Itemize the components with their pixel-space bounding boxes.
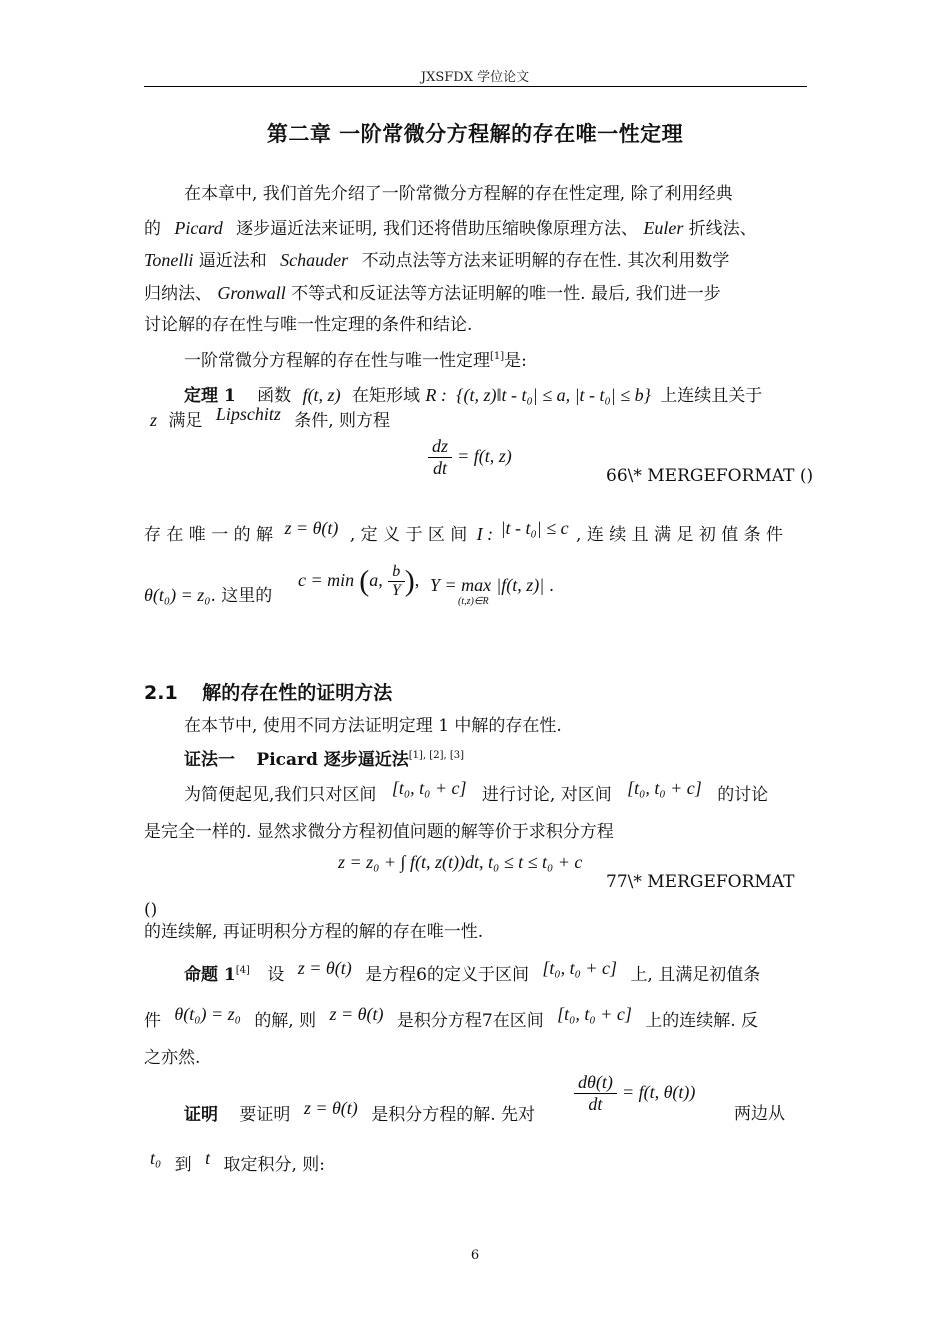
proof-method-name: Picard 逐步逼近法 <box>256 750 409 770</box>
citation: [4] <box>235 965 250 976</box>
math-Y-definition <box>430 575 554 596</box>
equation-7: z = z₀ + ∫ f(t, z(t))dt, t₀ ≤ t ≤ t₀ + c <box>338 852 583 872</box>
text-span: 是积分方程的解. 先对 <box>371 1105 536 1125</box>
theorem-line-2 <box>150 404 391 432</box>
fraction-dtheta-dt: $\frac{d\theta(t)}{dt}$ <box>574 1072 617 1115</box>
body-line-3: 是完全一样的. 显然求微分方程初值问题的解等价于求积分方程 <box>144 822 614 842</box>
section-title: 解的存在性的证明方法 <box>202 682 393 704</box>
proof-label: 证明 <box>184 1105 218 1125</box>
math-derivative-equation <box>574 1072 695 1115</box>
equation-7-number: 77\* MERGEFORMAT <box>606 872 795 892</box>
proposition-line-2 <box>144 1004 759 1032</box>
math-initial-condition: θ(t₀) = z₀ <box>174 1004 241 1024</box>
math-c-min: c = min <box>298 570 355 590</box>
theorem-line-4 <box>144 585 272 607</box>
page-number: 6 <box>470 1248 480 1263</box>
max-subscript: (t,z)∈R <box>458 596 489 607</box>
math-solution: z = θ(t) <box>329 1004 384 1024</box>
schauder-term: Schauder <box>280 250 349 270</box>
math-z: z <box>150 410 158 430</box>
text-span: 取定积分, 则: <box>223 1155 326 1175</box>
math-f-tz: f(t, z) <box>302 385 341 405</box>
math-interval: [t₀, t₀ + c] <box>557 1004 632 1024</box>
period: . <box>549 575 554 595</box>
math-t: t <box>205 1148 211 1168</box>
text-span: 进行讨论, 对区间 <box>481 785 612 805</box>
math-solution: z = θ(t) <box>303 1098 358 1118</box>
text-span: 不等式和反证法等方法证明解的唯一性. 最后, 我们进一步 <box>291 284 721 304</box>
intro-line-3 <box>144 250 729 272</box>
text-span: 要证明 <box>239 1105 291 1125</box>
math-rhs: = f(t, θ(t)) <box>621 1082 696 1102</box>
text-span: 件 <box>144 1011 161 1031</box>
citation: [1], [2], [3] <box>408 750 464 761</box>
proof-label: 证法一 <box>184 750 235 770</box>
intro-line-4 <box>144 283 721 305</box>
text-span: . 这里的 <box>210 586 273 606</box>
text-span: 函数 <box>257 386 292 406</box>
fraction-b-Y: $\frac{b}{Y}$ <box>388 563 405 600</box>
text-span: 设 <box>267 965 285 985</box>
text-span: 的 <box>144 219 161 239</box>
math-Y-max: Y = max <box>430 575 492 595</box>
text-span: 不动点法等方法来证明解的存在性. 其次利用数学 <box>361 251 730 271</box>
math-interval: [t₀, t₀ + c] <box>542 958 618 978</box>
gronwall-term: Gronwall <box>217 283 286 303</box>
body-line-2 <box>184 778 769 806</box>
text-span: 上, 且满足初值条 <box>630 965 761 985</box>
intro-line-6 <box>184 346 527 372</box>
math-interval: [t₀, t₀ + c] <box>391 778 467 798</box>
math-solution: z = θ(t) <box>284 518 339 538</box>
section-number: 2.1 <box>144 682 178 704</box>
euler-term: Euler <box>643 218 684 238</box>
proof-line-2 <box>150 1148 326 1176</box>
math-abs-f: |f(t, z)| <box>496 575 545 595</box>
equation-6: $\frac{dz}{dt}$ = f(t, z) <box>428 436 512 479</box>
text-span: 一阶常微分方程解的存在性与唯一性定理 <box>184 351 490 371</box>
text-span: 上连续且关于 <box>660 386 763 406</box>
theorem-label: 定理 1 <box>184 386 236 406</box>
equation-7-number-cont: () <box>144 900 158 920</box>
text-span: 逼近法和 <box>198 251 267 271</box>
proof-method-1-heading <box>184 745 464 771</box>
math-c-definition: c = min (a, $\frac{b}{Y}$ ), <box>298 563 420 599</box>
proof-line-1-end: 两边从 <box>734 1104 785 1124</box>
math-interval: [t₀, t₀ + c] <box>627 778 702 798</box>
proof-line-1 <box>184 1098 536 1126</box>
intro-line-5: 讨论解的存在性与唯一性定理的条件和结论. <box>144 315 473 335</box>
tonelli-term: Tonelli <box>144 250 194 270</box>
math-I: I : <box>476 524 494 544</box>
intro-line-2 <box>144 218 757 240</box>
text-span: 是积分方程7在区间 <box>396 1011 544 1031</box>
header-rule <box>144 86 807 87</box>
text-span: 逐步逼近法来证明, 我们还将借助压缩映像原理方法、 <box>236 219 638 239</box>
running-header: JXSFDX 学位论文 <box>420 70 530 85</box>
text-span: , 连 续 且 满 足 初 值 条 件 <box>576 525 784 545</box>
theorem-line-3 <box>144 518 784 546</box>
text-span: 的解, 则 <box>254 1011 317 1031</box>
text-span: 折线法、 <box>688 219 757 239</box>
text-span: 存 在 唯 一 的 解 <box>144 525 274 545</box>
body-line-4: 的连续解, 再证明积分方程的解的存在唯一性. <box>144 922 484 942</box>
math-t0: t₀ <box>150 1148 162 1168</box>
lipschitz-term: Lipschitz <box>215 404 281 424</box>
body-line-1: 在本节中, 使用不同方法证明定理 1 中解的存在性. <box>184 716 562 736</box>
intro-line-1: 在本章中, 我们首先介绍了一阶常微分方程解的存在性定理, 除了利用经典 <box>184 184 733 204</box>
math-rectangle: {(t, z)‖t - t₀| ≤ a, |t - t₀| ≤ b} <box>456 385 651 405</box>
chapter-title: 第二章 一阶常微分方程解的存在唯一性定理 <box>266 122 684 146</box>
equation-6-number: 66\* MERGEFORMAT () <box>606 466 814 486</box>
text-span: 在矩形域 <box>351 386 420 406</box>
math-initial-condition: θ(t₀) = z₀ <box>144 585 211 605</box>
text-span: 是方程6的定义于区间 <box>365 965 529 985</box>
section-heading <box>144 678 392 705</box>
text-span: , 定 义 于 区 间 <box>349 525 468 545</box>
text-span: 是: <box>504 351 527 371</box>
proposition-line-3: 之亦然. <box>144 1048 201 1068</box>
proposition-label: 命题 1 <box>184 965 236 985</box>
text-span: 到 <box>174 1155 192 1175</box>
text-span: 归纳法、 <box>144 284 212 304</box>
proposition-line-1 <box>184 960 760 986</box>
fraction-dz-dt: $\frac{dz}{dt}$ <box>428 436 452 479</box>
math-solution: z = θ(t) <box>297 958 352 978</box>
text-span: 上的连续解. 反 <box>645 1011 759 1031</box>
picard-term: Picard <box>174 218 223 238</box>
text-span: 满足 <box>168 411 203 431</box>
text-span: 为简便起见,我们只对区间 <box>184 785 377 805</box>
math-interval: |t - t₀| ≤ c <box>500 518 569 538</box>
text-span: 条件, 则方程 <box>294 411 391 431</box>
text-span: 的讨论 <box>717 785 769 805</box>
math-R: R : <box>425 385 447 405</box>
citation: [1] <box>490 351 505 362</box>
